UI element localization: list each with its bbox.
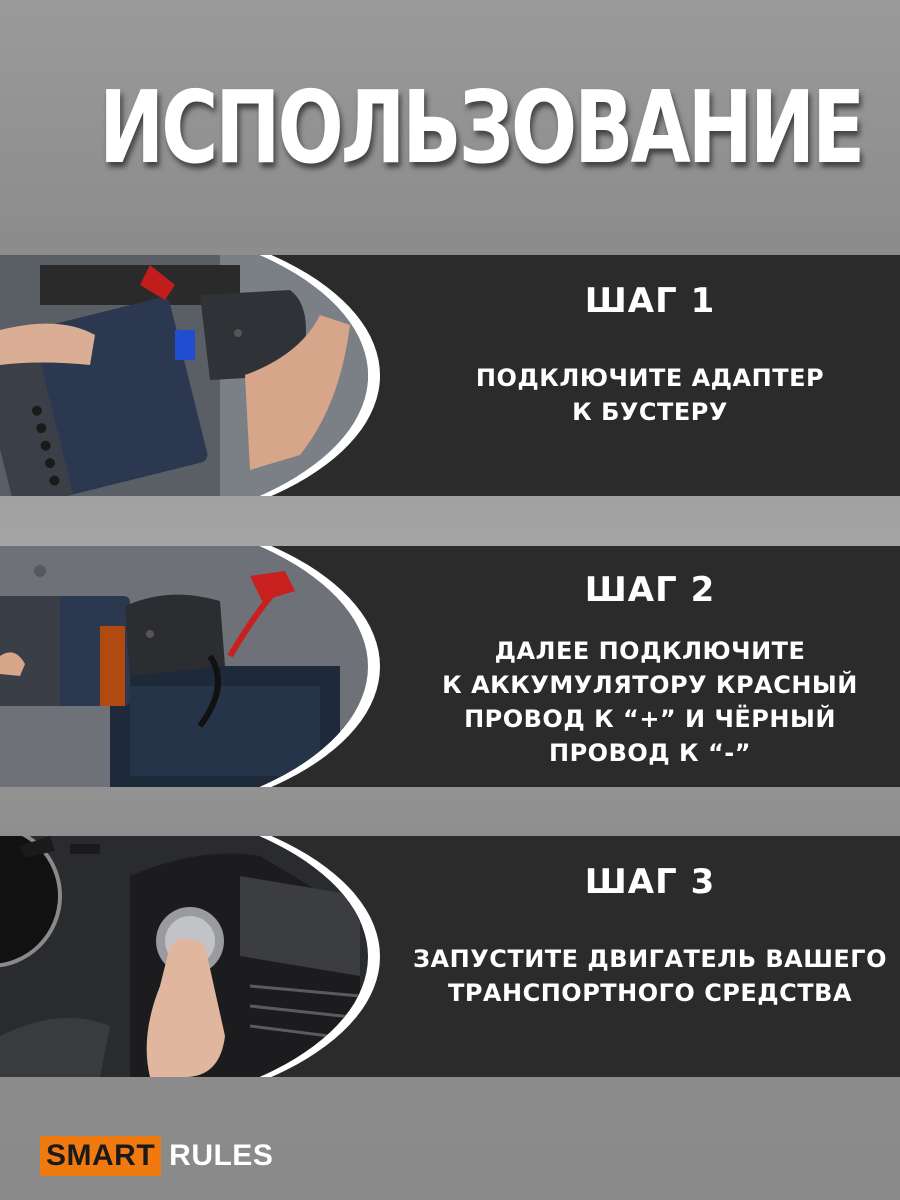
battery-connection-photo	[0, 546, 368, 787]
step-3-photo-frame	[0, 836, 390, 1077]
step-1-content	[400, 255, 900, 496]
step-3-band	[0, 836, 900, 1077]
booster-adapter-photo	[0, 255, 368, 496]
step-3-content	[400, 836, 900, 1077]
step-1-text: ПОДКЛЮЧИТЕ АДАПТЕР К БУСТЕРУ	[475, 364, 825, 426]
step-3-text: ЗАПУСТИТЕ ДВИГАТЕЛЬ ВАШЕГО ТРАНСПОРТНОГО СРЕДСТВА	[413, 945, 887, 1007]
step-2-title: ШАГ 2	[584, 570, 716, 610]
step-1-title: ШАГ 1	[584, 281, 716, 321]
step-2-content	[400, 546, 900, 787]
step-2-photo-frame	[0, 546, 390, 787]
engine-start-button-photo	[0, 836, 368, 1077]
step-3-title: ШАГ 3	[584, 862, 716, 902]
logo-rules: RULES	[169, 1139, 274, 1172]
page-title: ИСПОЛЬЗОВАНИЕ	[99, 69, 863, 186]
step-1-band	[0, 255, 900, 496]
step-2-text: ДАЛЕЕ ПОДКЛЮЧИТЕ К АККУМУЛЯТОРУ КРАСНЫЙ ПРОВОД К “+” И ЧЁРНЫЙ ПРОВОД К “-”	[442, 637, 858, 767]
step-1-photo-frame	[0, 255, 390, 496]
step-2-band	[0, 546, 900, 787]
brand-logo	[40, 1136, 273, 1176]
logo-smart: SMART	[40, 1136, 161, 1176]
